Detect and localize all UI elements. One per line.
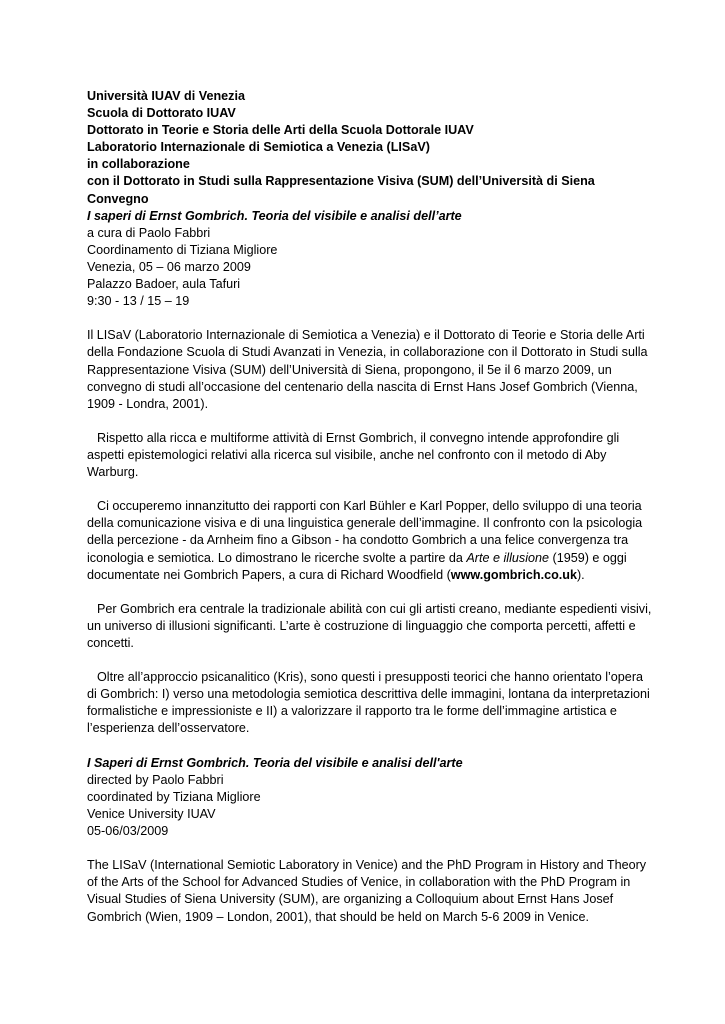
event-type: Convegno (87, 191, 149, 206)
text-line: della comunicazione visiva e di una linguistica generale dell’immagine. Il confronto con la psicologia (87, 516, 643, 531)
paragraph-illusion (87, 601, 652, 652)
text-line: Gombrich (Wien, 1909 – London, 2001), that should be held on March 5-6 2009 in Venice. (87, 909, 589, 924)
document-page (87, 88, 652, 926)
english-event-title: I Saperi di Ernst Gombrich. Teoria del visibile e analisi dell'arte (87, 755, 463, 770)
text-fragment: documentate nei Gombrich Papers, a cura di Richard Woodfield ( (87, 567, 451, 582)
paragraph-methodology (87, 669, 650, 737)
text-line: Warburg. (87, 465, 139, 480)
english-venue: Venice University IUAV (87, 806, 216, 821)
text-line: Il LISaV (Laboratorio Internazionale di Semiotica a Venezia) e il Dottorato di Teorie e Storia delle Arti (87, 328, 645, 343)
text-fragment: iconologia e semiotica. Lo dimostrano le ricerche svolte a partire da (87, 550, 467, 565)
paragraph-intro (87, 327, 647, 412)
text-line: di Gombrich: I) verso una metodologia semiotica descrittiva delle immagini, lontana da interpretazioni (87, 687, 650, 702)
text-line: della Fondazione Scuola di Studi Avanzati in Venezia, in collaborazione con il Dottorato in Studi sulla (87, 345, 648, 360)
english-coordinator: coordinated by Tiziana Migliore (87, 789, 261, 804)
book-title: Arte e illusione (466, 550, 550, 565)
text-line: concetti. (87, 636, 134, 650)
text-line (87, 567, 647, 584)
event-venue: Palazzo Badoer, aula Tafuri (87, 277, 241, 292)
text-line: of the Arts of the School for Advanced Studies of Venice, in collaboration with the PhD Program in (87, 875, 631, 890)
laboratory-name: Laboratorio Internazionale di Semiotica a Venezia (LISaV) (87, 140, 430, 155)
text-line: Visual Studies of Siena University (SUM), are organizing a Colloquium about Ernst Hans Josef (87, 892, 614, 907)
doctorate-name: Dottorato in Teorie e Storia delle Arti della Scuola Dottorale IUAV (87, 123, 474, 138)
paragraph-epistemology (87, 430, 647, 481)
english-paragraph (87, 857, 647, 925)
text-line: aspetti epistemologici relativi alla ricerca sul visibile, anche nel confronto con il metodo di Aby (87, 447, 607, 462)
english-date: 05-06/03/2009 (87, 824, 169, 839)
text-line: Oltre all’approccio psicanalitico (Kris), sono questi i presupposti teorici che hanno orientato l’opera (97, 670, 644, 685)
text-line: formalistiche e impressioniste e II) a valorizzare il rapporto tra le forme dell’immagine artistica e (87, 704, 617, 719)
event-title: I saperi di Ernst Gombrich. Teoria del visibile e analisi dell’arte (87, 208, 462, 223)
text-line: convegno di studi all’occasione del centenario della nascita di Ernst Hans Josef Gombrich (Vienna, (87, 379, 638, 394)
school-name: Scuola di Dottorato IUAV (87, 106, 236, 121)
university-name: Università IUAV di Venezia (87, 89, 245, 103)
gombrich-website-link[interactable]: www.gombrich.co.uk (450, 567, 577, 582)
text-line: Ci occuperemo innanzitutto dei rapporti con Karl Bühler e Karl Popper, dello sviluppo di una teoria (97, 499, 642, 514)
event-date: Venezia, 05 – 06 marzo 2009 (87, 259, 251, 274)
text-fragment: (1959) e oggi (549, 550, 627, 565)
collaboration-label: in collaborazione (87, 157, 190, 172)
text-line: Rispetto alla ricca e multiforme attività di Ernst Gombrich, il convegno intende approfondire gli (97, 430, 620, 445)
paragraph-communication (87, 498, 647, 583)
partner-doctorate: con il Dottorato in Studi sulla Rappresentazione Visiva (SUM) dell’Università di Siena (87, 174, 595, 189)
text-line: un universo di illusioni significanti. L’arte è costruzione di linguaggio che comporta percetti, affetti e (87, 618, 636, 633)
text-line (87, 550, 647, 567)
text-fragment: ). (576, 567, 585, 582)
text-line: 1909 - Londra, 2001). (87, 396, 209, 411)
header-block (87, 88, 647, 310)
text-line: Rappresentazione Visiva (SUM) dell’Università di Siena, propongono, il 5e il 6 marzo 2009, un (87, 362, 612, 377)
text-line: Per Gombrich era centrale la tradizionale abilità con cui gli artisti creano, mediante espedienti visivi, (97, 601, 652, 616)
english-director: directed by Paolo Fabbri (87, 772, 224, 787)
english-header-block (87, 755, 647, 840)
text-line: della percezione - da Arnheim fino a Gibson - ha condotto Gombrich a una felice convergenza tra (87, 533, 629, 548)
event-coordinator: Coordinamento di Tiziana Migliore (87, 242, 278, 257)
text-line: l’esperienza dell’osservatore. (87, 721, 250, 736)
event-hours: 9:30 - 13 / 15 – 19 (87, 294, 190, 309)
event-curator: a cura di Paolo Fabbri (87, 225, 211, 240)
text-line: The LISaV (International Semiotic Laboratory in Venice) and the PhD Program in History and Theory (87, 858, 647, 873)
